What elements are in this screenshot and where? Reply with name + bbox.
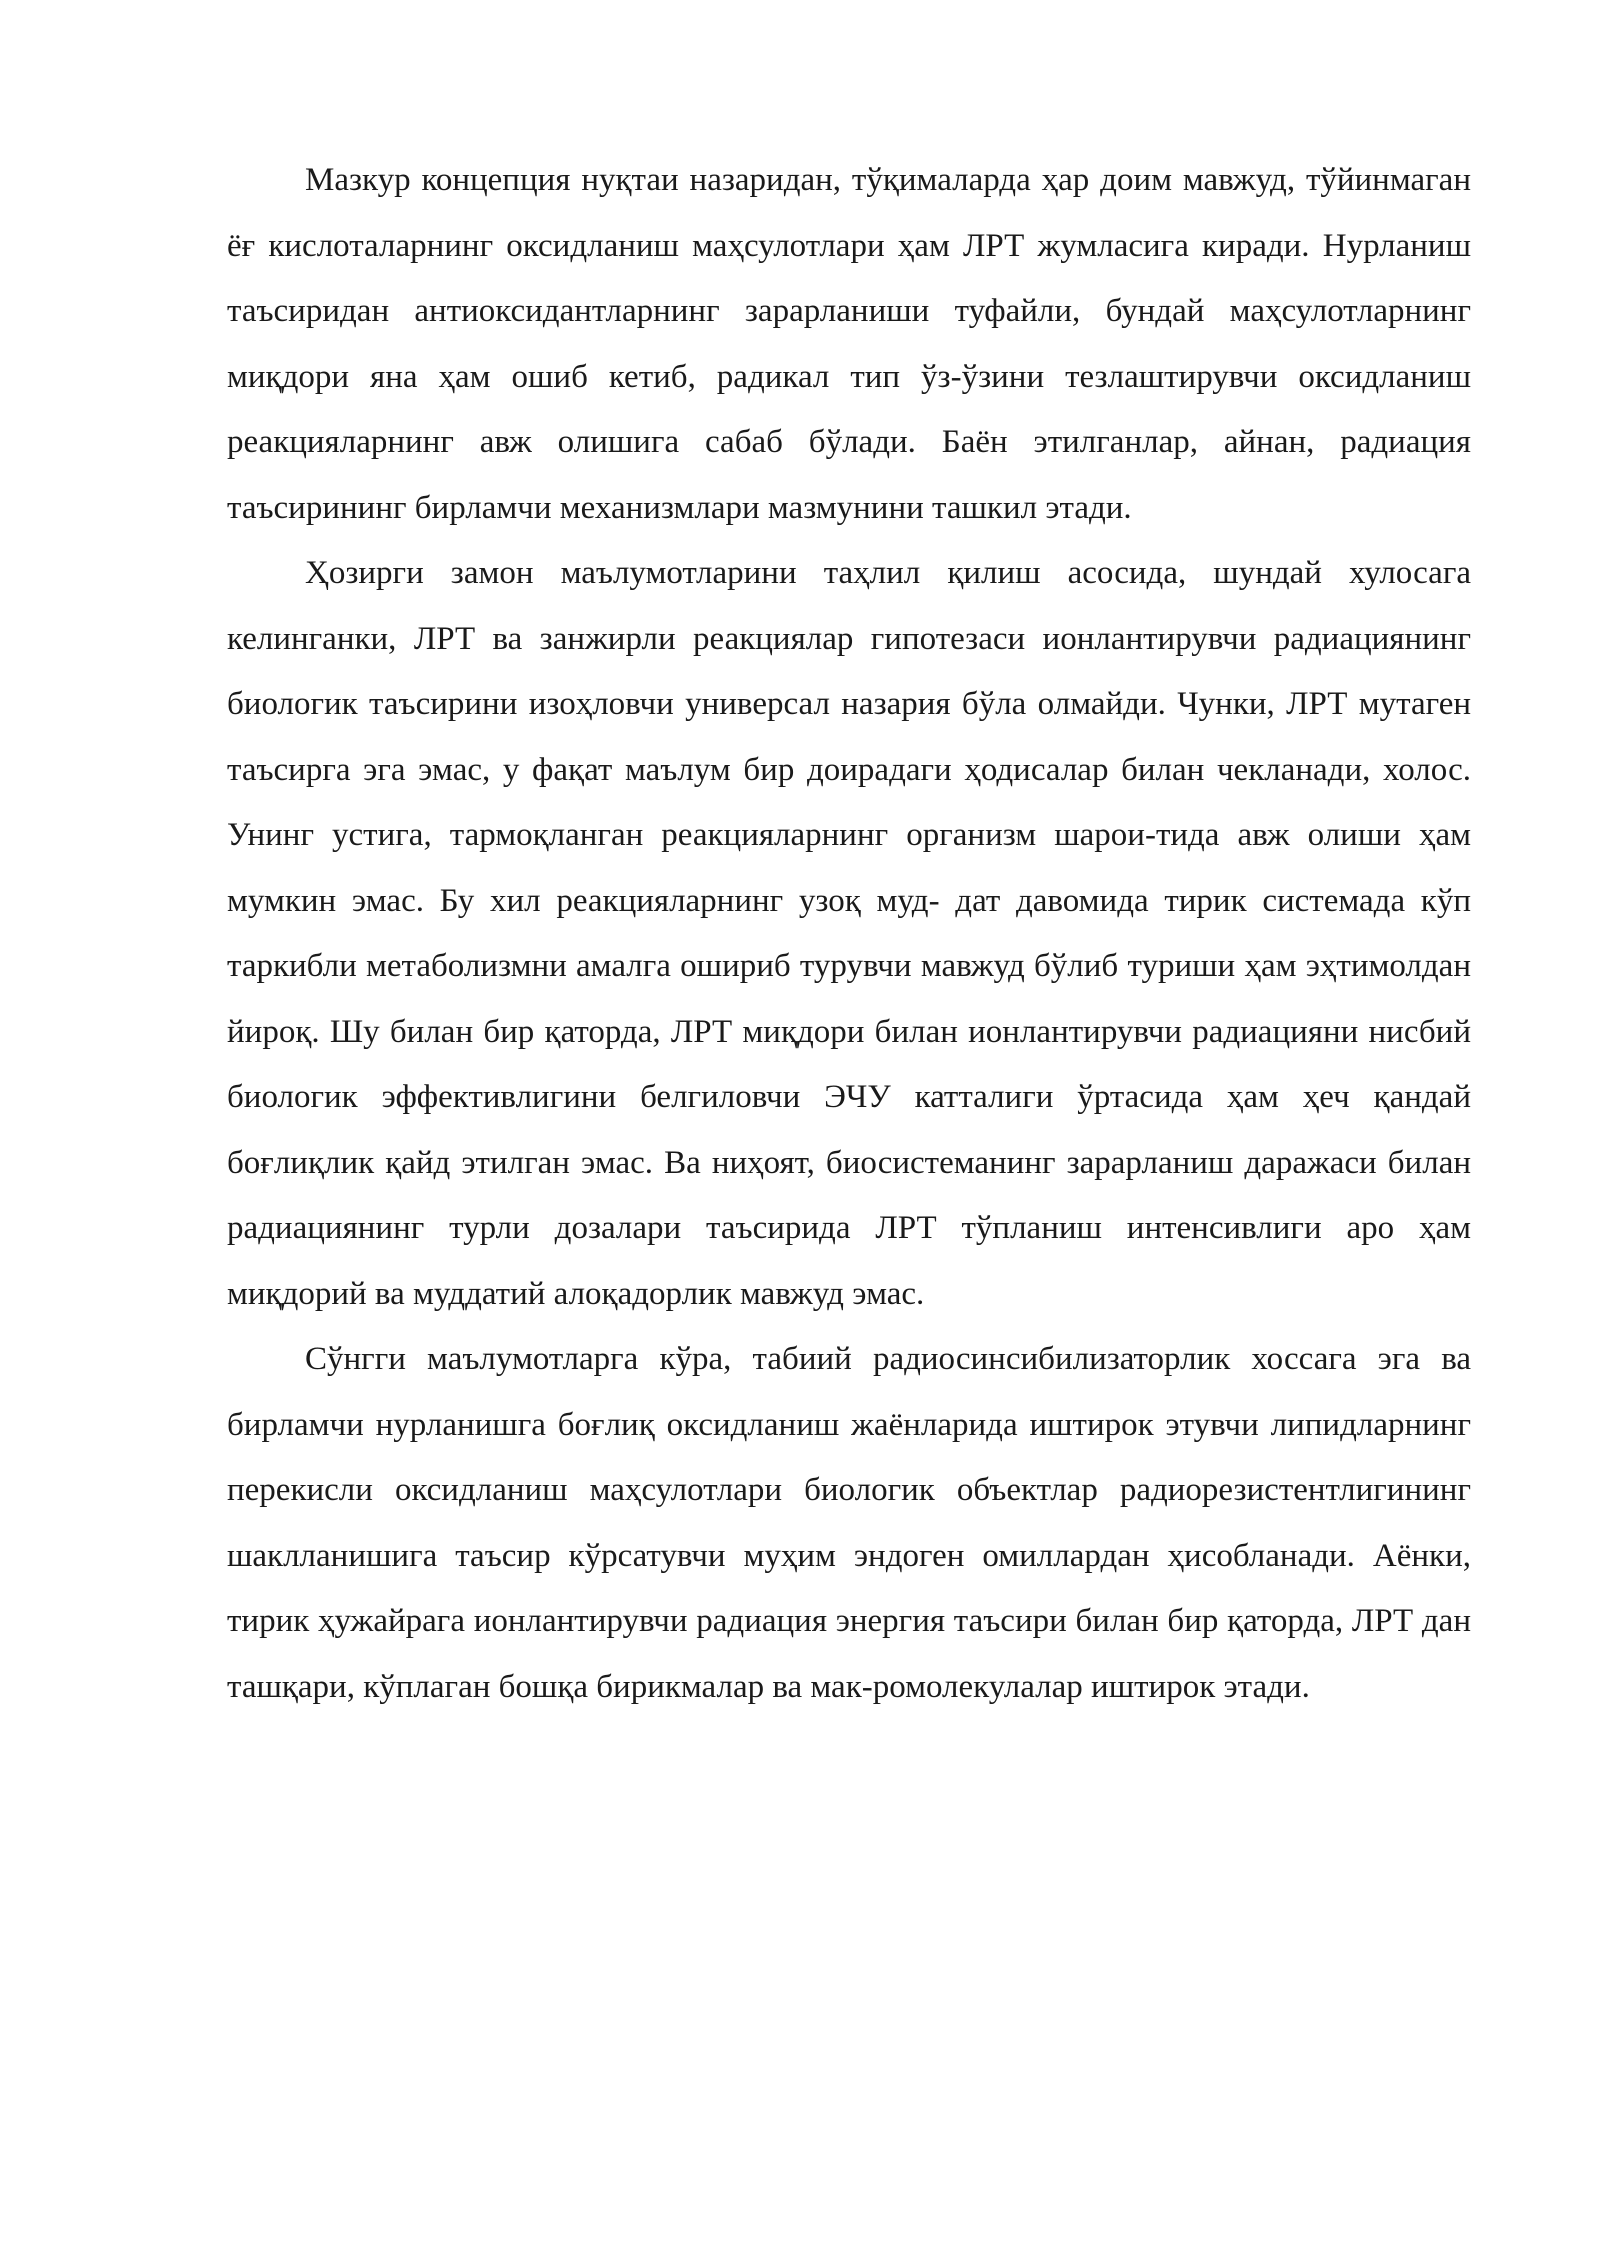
paragraph-1: Мазкур концепция нуқтаи назаридан, тўқималарда ҳар доим мавжуд, тўйинмаган ёғ кислоталарнинг оксидланиш маҳсулотлари ҳам ЛРТ жумласига киради. Нурланиш таъсиридан антиоксидантларнинг зарарланиши туфайли, бундай маҳсулотларнинг миқдори яна ҳам ошиб кетиб, радикал тип ўз-ўзини тезлаштирувчи оксидланиш реакцияларнинг авж олишига сабаб бўлади. Баён этилганлар, айнан, радиация таъсирининг бирламчи механизмлари мазмунини ташкил этади. — [227, 162, 1471, 526]
paragraph-3: Сўнгги маълумотларга кўра, табиий радиосинсибилизаторлик хоссага эга ва бирламчи нурланишга боғлиқ оксидланиш жаёнларида иштирок этувчи липидларнинг перекисли оксидланиш маҳсулотлари биологик объектлар радиорезистентлигининг шаклланишига таъсир кўрсатувчи муҳим эндоген омиллардан ҳисобланади. Аёнки, тирик ҳужайрага ионлантирувчи радиация энергия таъсири билан бир қаторда, ЛРТ дан ташқари, кўплаган бошқа бирикмалар ва мак-ромолекулалар иштирок этади. — [227, 1341, 1471, 1705]
paragraph-2: Ҳозирги замон маълумотларини таҳлил қилиш асосида, шундай хулосага келинганки, ЛРТ ва занжирли реакциялар гипотезаси ионлантирувчи радиациянинг биологик таъсирини изоҳловчи универсал назария бўла олмайди. Чунки, ЛРТ мутаген таъсирга эга эмас, у фақат маълум бир доирадаги ҳодисалар билан чекланади, холос. Унинг устига, тармоқланган реакцияларнинг организм шарои-тида авж олиши ҳам мумкин эмас. Бу хил реакцияларнинг узоқ муд- дат давомида тирик системада кўп таркибли метаболизмни амалга ошириб турувчи мавжуд бўлиб туриши ҳам эҳтимолдан йироқ. Шу билан бир қаторда, ЛРТ миқдори билан ионлантирувчи радиацияни нисбий биологик эффективлигини белгиловчи ЭЧУ катталиги ўртасида ҳам ҳеч қандай боғлиқлик қайд этилган эмас. Ва ниҳоят, биосистеманинг зарарланиш даражаси билан радиациянинг турли дозалари таъсирида ЛРТ тўпланиш интенсивлиги аро ҳам миқдорий ва муддатий алоқадорлик мавжуд эмас. — [227, 555, 1471, 1312]
document-page — [227, 148, 1471, 1720]
